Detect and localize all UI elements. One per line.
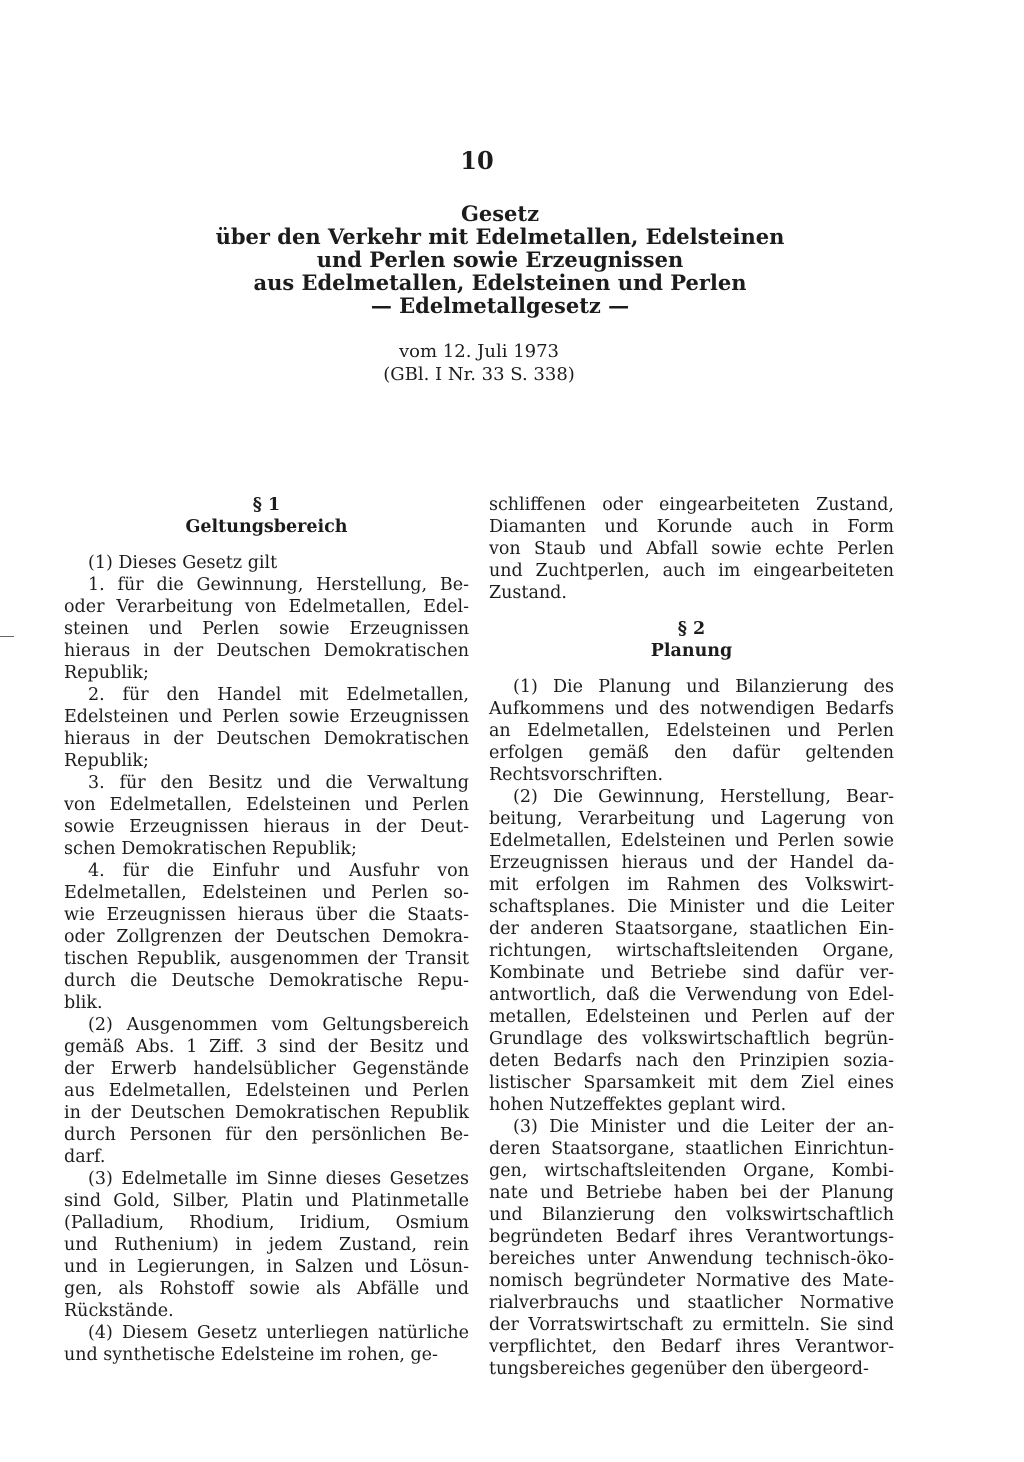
section-2-body [489,676,894,1380]
text-line: sowie Erzeugnissen hieraus in der Deut- [64,817,469,837]
text-line: der Vorratswirtschaft zu ermitteln. Sie sind [489,1315,894,1335]
text-line: nomisch begründeter Normative des Mate- [489,1271,894,1291]
section-number: § 1 [252,495,281,515]
text-line: Rückstände. [64,1301,174,1321]
title-line: und Perlen sowie Erzeugnissen [316,247,684,272]
text-line: der anderen Staatsorgane, staatlichen Ein- [489,919,894,939]
text-line: metallen, Edelsteinen und Perlen auf der [489,1007,894,1027]
text-line: Edelmetallen, Edelsteinen und Perlen sowie [489,831,894,851]
text-line: tungsbereiches gegenüber den übergeord- [489,1359,869,1379]
text-line: schaftsplanes. Die Minister und die Leiter [489,897,894,917]
text-line: in der Deutschen Demokratischen Republik [64,1103,469,1123]
text-line: (3) Edelmetalle im Sinne dieses Gesetzes [88,1169,469,1189]
text-line: schen Demokratischen Republik; [64,839,357,859]
text-line: Edelmetallen, Edelsteinen und Perlen so- [64,883,469,903]
text-line: oder Verarbeitung von Edelmetallen, Edel- [64,597,469,617]
text-line: und Zuchtperlen, auch im eingearbeiteten [489,561,894,581]
text-line: bereiches unter Anwendung technisch-öko- [489,1249,894,1269]
text-line: und Ruthenium) in jedem Zustand, rein [64,1235,469,1255]
text-line: gen, wirtschaftsleitenden Organe, Kombi- [489,1161,894,1181]
text-line: hohen Nutzeffektes geplant wird. [489,1095,787,1115]
text-line: verpflichtet, den Bedarf ihres Verantwor- [489,1337,894,1357]
text-line: der Erwerb handelsüblicher Gegenstände [64,1059,469,1079]
text-line: von Staub und Abfall sowie echte Perlen [489,539,894,559]
text-line: (2) Ausgenommen vom Geltungsbereich [88,1015,469,1035]
section-1-body [64,552,469,1366]
section-title: Planung [650,641,733,661]
text-line: an Edelmetallen, Edelsteinen und Perlen [489,721,894,741]
text-line: (3) Die Minister und die Leiter der an- [513,1117,894,1137]
text-line: und in Legierungen, in Salzen und Lösun- [64,1257,469,1277]
text-line: gen, als Rohstoff sowie als Abfälle und [64,1279,469,1299]
text-line: steinen und Perlen sowie Erzeugnissen [64,619,469,639]
date-line: vom 12. Juli 1973 [399,341,559,362]
text-line: Kombinate und Betriebe sind dafür ver- [489,963,894,983]
section-number: § 2 [677,619,706,639]
text-line: nate und Betriebe haben bei der Planung [489,1183,894,1203]
text-line: 3. für den Besitz und die Verwaltung [88,773,469,793]
text-line: durch die Deutsche Demokratische Repu- [64,971,469,991]
law-title [0,202,1000,317]
text-line: (4) Diesem Gesetz unterliegen natürliche [88,1323,469,1343]
text-line: hieraus in der Deutschen Demokratischen [64,729,469,749]
text-line: Diamanten und Korunde auch in Form [489,517,894,537]
text-line: deren Staatsorgane, staatlichen Einrichtun- [489,1139,894,1159]
left-column [64,494,469,1366]
right-column [489,494,894,1380]
text-line: Zustand. [489,583,567,603]
text-line: antwortlich, daß die Verwendung von Edel- [489,985,894,1005]
text-line: rialverbrauchs und staatlicher Normative [489,1293,894,1313]
section-1-continuation [489,494,894,604]
text-line: Republik; [64,663,149,683]
text-line: (2) Die Gewinnung, Herstellung, Bear- [513,787,894,807]
section-1-heading [64,494,469,538]
section-2-heading [489,618,894,662]
text-line: begründeten Bedarf ihres Verantwortungs- [489,1227,894,1247]
text-line: listischer Sparsamkeit mit dem Ziel eines [489,1073,894,1093]
text-line: wie Erzeugnissen hieraus über die Staats- [64,905,469,925]
title-short-name: — Edelmetallgesetz — [370,293,630,318]
text-line: und synthetische Edelsteine im rohen, ge- [64,1345,438,1365]
text-line: Grundlage des volkswirtschaftlich begrün- [489,1029,894,1049]
text-line: tischen Republik, ausgenommen der Transit [64,949,469,969]
text-line: richtungen, wirtschaftsleitenden Organe, [489,941,894,961]
page-number: 10 [460,146,494,175]
section-title: Geltungsbereich [185,517,348,537]
text-line: 2. für den Handel mit Edelmetallen, [88,685,469,705]
text-line: darf. [64,1147,106,1167]
gazette-reference: (GBl. I Nr. 33 S. 338) [383,364,575,385]
text-line: durch Personen für den persönlichen Be- [64,1125,469,1145]
text-line: Erzeugnissen hieraus und der Handel da- [489,853,894,873]
text-line: (1) Die Planung und Bilanzierung des [513,677,894,697]
text-line: erfolgen gemäß den dafür geltenden [489,743,894,763]
title-line: aus Edelmetallen, Edelsteinen und Perlen [253,270,747,295]
title-line: Gesetz [460,201,540,226]
text-line: mit erfolgen im Rahmen des Volkswirt- [489,875,894,895]
text-line: gemäß Abs. 1 Ziff. 3 sind der Besitz und [64,1037,469,1057]
text-line: deten Bedarfs nach den Prinzipien sozia- [489,1051,894,1071]
text-line: 1. für die Gewinnung, Herstellung, Be- [88,575,469,595]
margin-mark [0,636,14,637]
text-line: Republik; [64,751,149,771]
text-line: hieraus in der Deutschen Demokratischen [64,641,469,661]
text-line: 4. für die Einfuhr und Ausfuhr von [88,861,469,881]
text-line: Aufkommens und des notwendigen Bedarfs [489,699,894,719]
text-line: (1) Dieses Gesetz gilt [88,553,278,573]
text-line: oder Zollgrenzen der Deutschen Demokra- [64,927,469,947]
text-line: und Bilanzierung den volkswirtschaftlich [489,1205,894,1225]
text-line: schliffenen oder eingearbeiteten Zustand, [489,495,894,515]
text-line: beitung, Verarbeitung und Lagerung von [489,809,894,829]
text-line: sind Gold, Silber, Platin und Platinmetalle [64,1191,469,1211]
text-line: Edelsteinen und Perlen sowie Erzeugnissen [64,707,469,727]
text-line: (Palladium, Rhodium, Iridium, Osmium [64,1213,469,1233]
text-line: von Edelmetallen, Edelsteinen und Perlen [64,795,469,815]
text-line: Rechtsvorschriften. [489,765,664,785]
text-line: blik. [64,993,103,1013]
law-date [0,340,958,386]
text-line: aus Edelmetallen, Edelsteinen und Perlen [64,1081,469,1101]
title-line: über den Verkehr mit Edelmetallen, Edelsteinen [215,224,785,249]
